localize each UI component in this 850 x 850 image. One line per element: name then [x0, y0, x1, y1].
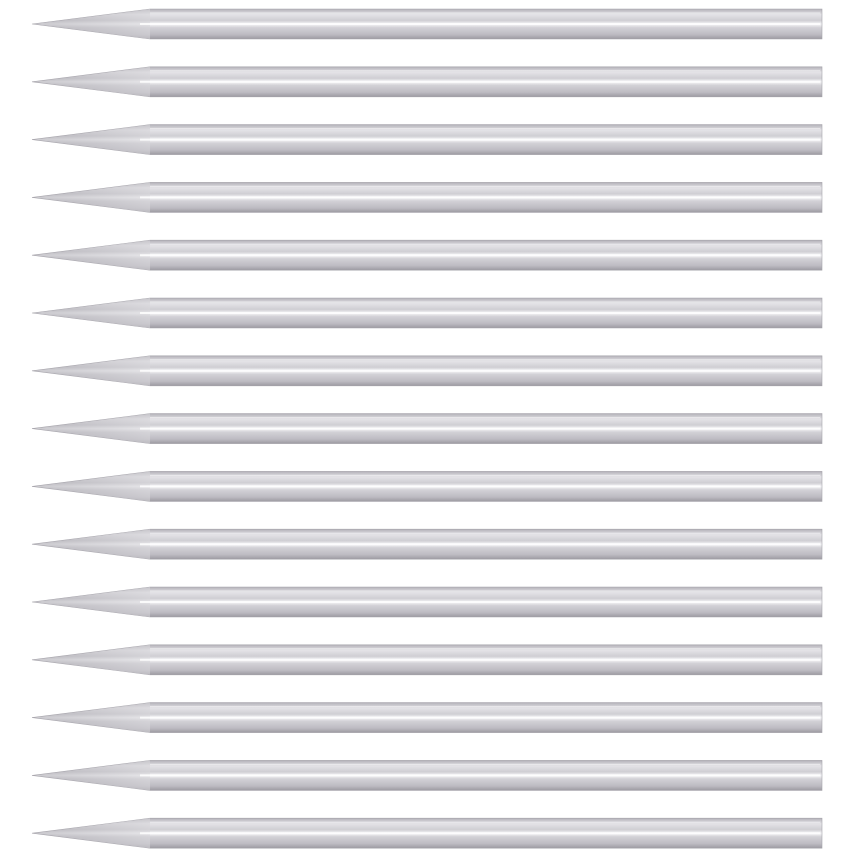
needle [32, 125, 822, 155]
needle-point [32, 645, 150, 675]
needle [32, 9, 822, 39]
needle-point [32, 703, 150, 733]
needle [32, 182, 822, 212]
needle-point [32, 356, 150, 386]
needle-point [32, 818, 150, 848]
needle [32, 645, 822, 675]
needle [32, 587, 822, 617]
needle-point [32, 298, 150, 328]
needle-point [32, 9, 150, 39]
needle [32, 818, 822, 848]
needle [32, 298, 822, 328]
needle [32, 760, 822, 790]
needle-point [32, 471, 150, 501]
needle [32, 67, 822, 97]
needle-point [32, 125, 150, 155]
needle [32, 471, 822, 501]
needle-point [32, 529, 150, 559]
needle-point [32, 240, 150, 270]
needle [32, 529, 822, 559]
needle [32, 356, 822, 386]
needle-point [32, 414, 150, 444]
needle [32, 703, 822, 733]
needle [32, 414, 822, 444]
needle-point [32, 67, 150, 97]
needle-point [32, 182, 150, 212]
needle-point [32, 760, 150, 790]
needle-point [32, 587, 150, 617]
needle [32, 240, 822, 270]
